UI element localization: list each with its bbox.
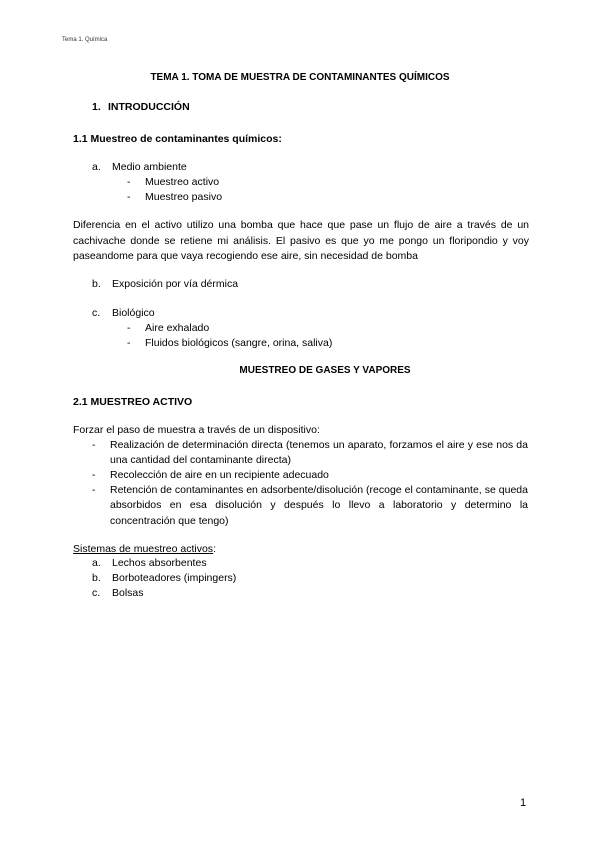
system-item [92, 556, 207, 571]
section-number: 1. [92, 101, 101, 113]
bullet-item [92, 468, 528, 483]
bullet-text: Retención de contaminantes en adsorbente/disolución (recoge el contaminante, se queda absorbidos en esa disolución y después lo llevo a laboratorio y determino la concentración que tengo) [110, 484, 528, 527]
sublist-item-label: Aire exhalado [145, 322, 210, 334]
system-item-label: Lechos absorbentes [112, 557, 207, 569]
list-marker: c. [92, 587, 101, 599]
system-item-label: Borboteadores (impingers) [112, 572, 237, 584]
document-title: TEMA 1. TOMA DE MUESTRA DE CONTAMINANTES QUÍMICOS [150, 72, 450, 83]
sublist-item [127, 321, 209, 336]
list-marker: a. [92, 557, 101, 569]
section-heading-introduccion [92, 101, 190, 113]
systems-heading-text: Sistemas de muestreo activos [73, 543, 214, 555]
subsection-heading-muestreo: 1.1 Muestreo de contaminantes químicos: [73, 133, 282, 145]
sublist-item-label: Muestreo pasivo [145, 191, 223, 203]
bullet-text: Recolección de aire en un recipiente adecuado [110, 469, 329, 481]
systems-heading-colon: : [213, 543, 216, 555]
list-item-label: Biológico [112, 307, 155, 319]
list-marker: a. [92, 161, 101, 173]
sublist-item-label: Muestreo activo [145, 176, 220, 188]
dash-marker: - [92, 484, 96, 496]
list-item-biologico [92, 306, 155, 321]
list-item-exposicion [92, 277, 238, 292]
sublist-item [127, 336, 332, 351]
dash-marker: - [127, 191, 131, 203]
sublist-item-label: Fluidos biológicos (sangre, orina, saliva) [145, 337, 333, 349]
paragraph-diferencia: Diferencia en el activo utilizo una bomba que hace que pase un flujo de aire a través de un cachivache donde se retiene mi análisis. El pasivo es que yo me pongo un floripondio y voy paseandome para que vaya recogiendo ese aire, sin necesidad de bomba [73, 219, 529, 262]
sublist-item [127, 190, 222, 205]
dash-marker: - [92, 439, 96, 451]
intro-line: Forzar el paso de muestra a través de un dispositivo: [73, 424, 320, 436]
dash-marker: - [127, 176, 131, 188]
list-marker: b. [92, 278, 101, 290]
sublist-item [127, 175, 219, 190]
list-item-label: Medio ambiente [112, 161, 187, 173]
section-heading-gases-vapores: MUESTREO DE GASES Y VAPORES [239, 365, 411, 376]
bullet-item [92, 438, 528, 469]
list-marker: c. [92, 307, 101, 319]
list-item-medio-ambiente [92, 160, 187, 175]
page-number: 1 [520, 797, 527, 809]
system-item [92, 586, 144, 601]
dash-marker: - [127, 337, 131, 349]
bullet-item [92, 483, 528, 529]
dash-marker: - [92, 469, 96, 481]
system-item [92, 571, 236, 586]
list-marker: b. [92, 572, 101, 584]
systems-heading [73, 542, 216, 557]
running-header: Tema 1. Química [62, 37, 108, 43]
section-heading-text: INTRODUCCIÓN [108, 101, 190, 113]
dash-marker: - [127, 322, 131, 334]
subsection-heading-muestreo-activo: 2.1 MUESTREO ACTIVO [73, 396, 193, 408]
system-item-label: Bolsas [112, 587, 144, 599]
bullet-text: Realización de determinación directa (tenemos un aparato, forzamos el aire y ese nos da una cantidad del contaminante directa) [110, 439, 528, 467]
list-item-label: Exposición por vía dérmica [112, 278, 239, 290]
